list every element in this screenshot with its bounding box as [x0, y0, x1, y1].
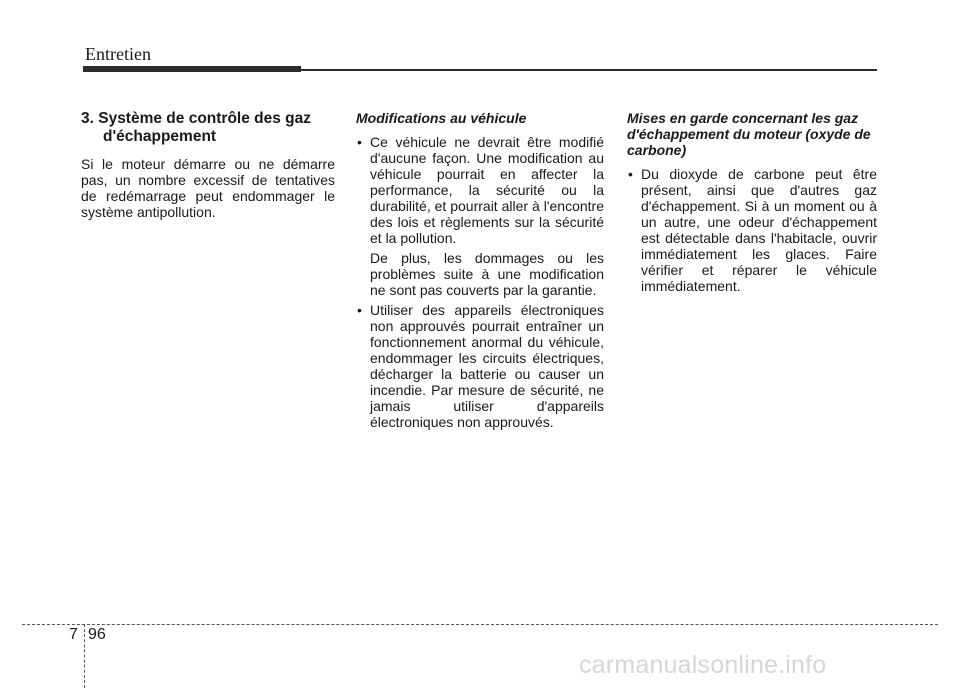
header-rule-thick: [83, 66, 301, 72]
list-item-text: Ce véhicule ne devrait être modifié d'aucune façon. Une modification au véhicule pourrait en affecter la performance, la sécurité ou la durabilité, et pourrait aller à l'encontre des lois et règlements sur la sécurité et la pollution.: [370, 134, 604, 246]
modifications-heading: Modifications au véhicule: [356, 110, 527, 126]
list-item-text: Utiliser des appareils électroniques non approuvés pourrait entraîner un fonctionnement anormal du véhicule, endommager les circuits électriques, décharger la batterie ou causer un incendie. Par mesure de sécurité, ne jamais utiliser d'appareils électroniques non approuvés.: [370, 302, 604, 430]
section-title: 3. Système de contrôle des gaz d'échappement: [81, 110, 312, 145]
footer-divider: [22, 624, 938, 625]
chapter-number: 7: [69, 626, 78, 643]
header-rule-thin: [301, 69, 877, 71]
gaz-list: [627, 166, 877, 294]
list-item-text: Du dioxyde de carbone peut être présent, ainsi que d'autres gaz d'échappement. Si à un moment ou à un autre, une odeur d'échappement est détectable dans l'habitacle, ouvrir immédiatement les glaces. Faire vérifier et réparer le véhicule immédiatement.: [641, 166, 877, 294]
bullet-glyph: •: [628, 166, 633, 182]
section-paragraph: Si le moteur démarre ou ne démarre pas, un nombre excessif de tentatives de redémarrage peut endommager le système antipollution.: [81, 156, 335, 220]
list-item: [356, 134, 604, 298]
gaz-heading: Mises en garde concernant les gaz d'échappement du moteur (oxyde de carbone): [627, 110, 871, 158]
list-item-text: De plus, les dommages ou les problèmes suite à une modification ne sont pas couverts par la garantie.: [370, 250, 604, 298]
footer-vertical-divider: [84, 624, 85, 688]
list-item: [627, 166, 877, 294]
header-title: Entretien: [85, 44, 151, 64]
column-right: [627, 110, 877, 298]
watermark: carmanualsonline.info: [579, 651, 827, 679]
list-item: [356, 302, 604, 430]
bullet-glyph: •: [357, 302, 362, 318]
modifications-list: [356, 134, 604, 430]
column-left: [81, 110, 335, 220]
bullet-glyph: •: [357, 134, 362, 150]
page-number: 96: [88, 626, 106, 643]
column-middle: [356, 110, 604, 434]
